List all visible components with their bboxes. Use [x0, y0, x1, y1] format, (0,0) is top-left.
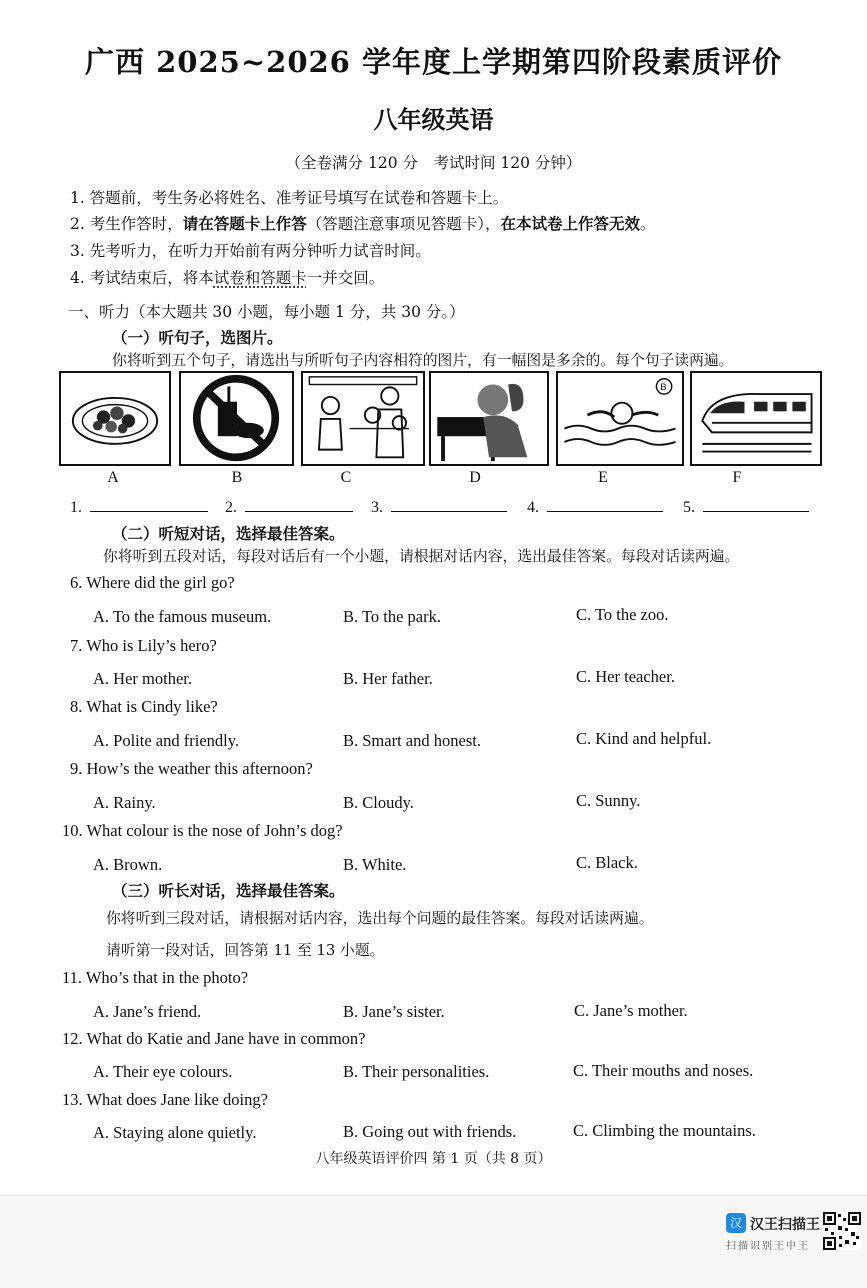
note-emphasis: 在本试卷上作答无效	[500, 214, 641, 233]
question-12: 12. What do Katie and Jane have in common?	[62, 1029, 366, 1048]
note-number: 3.	[70, 242, 85, 260]
note-number: 1.	[70, 189, 85, 207]
food-plate-icon	[61, 373, 169, 464]
option-12c[interactable]: C. Their mouths and noses.	[573, 1061, 754, 1080]
picture-b	[179, 371, 294, 466]
note-dotted: 试卷和答题卡	[213, 269, 307, 287]
picture-c	[301, 371, 425, 466]
note-number: 4.	[70, 269, 85, 287]
option-6a[interactable]: A. To the famous museum.	[93, 607, 272, 626]
picture-label-d: D	[469, 469, 481, 486]
answer-blank-3[interactable]	[371, 497, 507, 517]
option-13b[interactable]: B. Going out with friends.	[343, 1122, 517, 1141]
blank-number: 4.	[527, 499, 539, 516]
question-13: 13. What does Jane like doing?	[62, 1090, 268, 1109]
blank-number: 5.	[683, 499, 695, 516]
option-10a[interactable]: A. Brown.	[93, 855, 163, 874]
option-11c[interactable]: C. Jane’s mother.	[574, 1001, 688, 1020]
svg-text:B: B	[660, 382, 667, 394]
option-8c[interactable]: C. Kind and helpful.	[576, 729, 712, 748]
option-9b[interactable]: B. Cloudy.	[343, 793, 414, 812]
option-7c[interactable]: C. Her teacher.	[576, 667, 675, 686]
picture-f	[690, 371, 822, 466]
blank-number: 1.	[70, 499, 82, 516]
picture-label-c: C	[340, 469, 352, 486]
train-icon	[692, 373, 820, 464]
part3-heading: （三）听长对话，选择最佳答案。	[112, 881, 345, 900]
blank-number: 2.	[225, 499, 237, 516]
picture-label-b: B	[231, 469, 243, 486]
question-8: 8. What is Cindy like?	[70, 697, 218, 716]
question-7: 7. Who is Lily’s hero?	[70, 636, 217, 655]
note-3	[70, 239, 431, 261]
part1-heading: （一）听句子，选图片。	[112, 328, 283, 347]
option-10c[interactable]: C. Black.	[576, 853, 638, 872]
option-10b[interactable]: B. White.	[343, 855, 407, 874]
option-6c[interactable]: C. To the zoo.	[576, 605, 669, 624]
note-text: 先考听力，在听力开始前有两分钟听力试音时间。	[89, 242, 431, 260]
part2-heading: （二）听短对话，选择最佳答案。	[112, 524, 345, 543]
picture-e	[556, 371, 684, 466]
page-footer: 八年级英语评价四 第 1 页（共 8 页）	[315, 1151, 552, 1167]
picture-a	[59, 371, 171, 466]
note-emphasis: 请在答题卡上作答	[182, 214, 307, 233]
option-13c[interactable]: C. Climbing the mountains.	[573, 1121, 756, 1140]
option-7b[interactable]: B. Her father.	[343, 669, 433, 688]
option-9a[interactable]: A. Rainy.	[93, 793, 156, 812]
answer-blank-2[interactable]	[225, 497, 353, 517]
picture-label-e: E	[598, 469, 608, 486]
question-9: 9. How’s the weather this afternoon?	[70, 759, 313, 778]
note-text: 答题前，考生务必将姓名、准考证号填写在试卷和答题卡上。	[89, 189, 509, 207]
picture-label-f: F	[732, 469, 742, 486]
note-1	[70, 186, 508, 208]
option-12b[interactable]: B. Their personalities.	[343, 1062, 490, 1081]
part3-sub-instruction: 请听第一段对话，回答第 11 至 13 小题。	[106, 942, 385, 959]
exam-info: （全卷满分 120 分 考试时间 120 分钟）	[285, 154, 582, 172]
swimming-icon	[558, 373, 682, 464]
part3-instruction: 你将听到三段对话，请根据对话内容，选出每个问题的最佳答案。每段对话读两遍。	[106, 910, 654, 927]
option-6b[interactable]: B. To the park.	[343, 607, 441, 626]
answer-blank-1[interactable]	[70, 497, 208, 517]
question-11: 11. Who’s that in the photo?	[62, 968, 249, 987]
qr-code-icon	[823, 1212, 861, 1250]
option-12a[interactable]: A. Their eye colours.	[93, 1062, 233, 1081]
section-heading: 一、听力（本大题共 30 小题，每小题 1 分，共 30 分。）	[68, 303, 465, 321]
question-6: 6. Where did the girl go?	[70, 573, 235, 592]
scanner-logo-icon: 汉	[726, 1213, 746, 1233]
no-fast-food-icon	[181, 373, 292, 464]
blank-number: 3.	[371, 499, 383, 516]
note-number: 2.	[70, 215, 85, 233]
note-text: 考试结束后，将本	[89, 269, 214, 287]
option-9c[interactable]: C. Sunny.	[576, 791, 641, 810]
page-title: 广西 2025~2026 学年度上学期第四阶段素质评价	[85, 45, 782, 79]
note-text: 考生作答时，	[89, 215, 183, 233]
option-8a[interactable]: A. Polite and friendly.	[93, 731, 240, 750]
option-8b[interactable]: B. Smart and honest.	[343, 731, 481, 750]
page-subtitle: 八年级英语	[373, 105, 494, 134]
answer-blank-5[interactable]	[683, 497, 809, 517]
answer-blank-4[interactable]	[527, 497, 663, 517]
people-group-icon	[303, 373, 423, 464]
note-text: 一并交回。	[306, 269, 385, 287]
note-text: （答题注意事项见答题卡），	[306, 215, 501, 233]
question-10: 10. What colour is the nose of John’s dog?	[62, 821, 343, 840]
picture-d	[429, 371, 549, 466]
option-13a[interactable]: A. Staying alone quietly.	[93, 1123, 257, 1142]
option-7a[interactable]: A. Her mother.	[93, 669, 192, 688]
scanner-tagline: 扫描识别王中王	[726, 1241, 810, 1252]
picture-label-a: A	[107, 469, 119, 486]
scanner-name: 汉王扫描王	[750, 1217, 820, 1233]
option-11a[interactable]: A. Jane’s friend.	[93, 1002, 202, 1021]
note-4	[70, 266, 384, 288]
part1-instruction: 你将听到五个句子，请选出与所听句子内容相符的图片，有一幅图是多余的。每个句子读两遍。	[112, 352, 734, 369]
note-2	[70, 212, 656, 234]
part2-instruction: 你将听到五段对话，每段对话后有一个小题，请根据对话内容，选出最佳答案。每段对话读两遍。	[103, 548, 740, 565]
note-text: 。	[640, 215, 656, 233]
girl-piano-icon	[431, 373, 547, 464]
option-11b[interactable]: B. Jane’s sister.	[343, 1002, 445, 1021]
